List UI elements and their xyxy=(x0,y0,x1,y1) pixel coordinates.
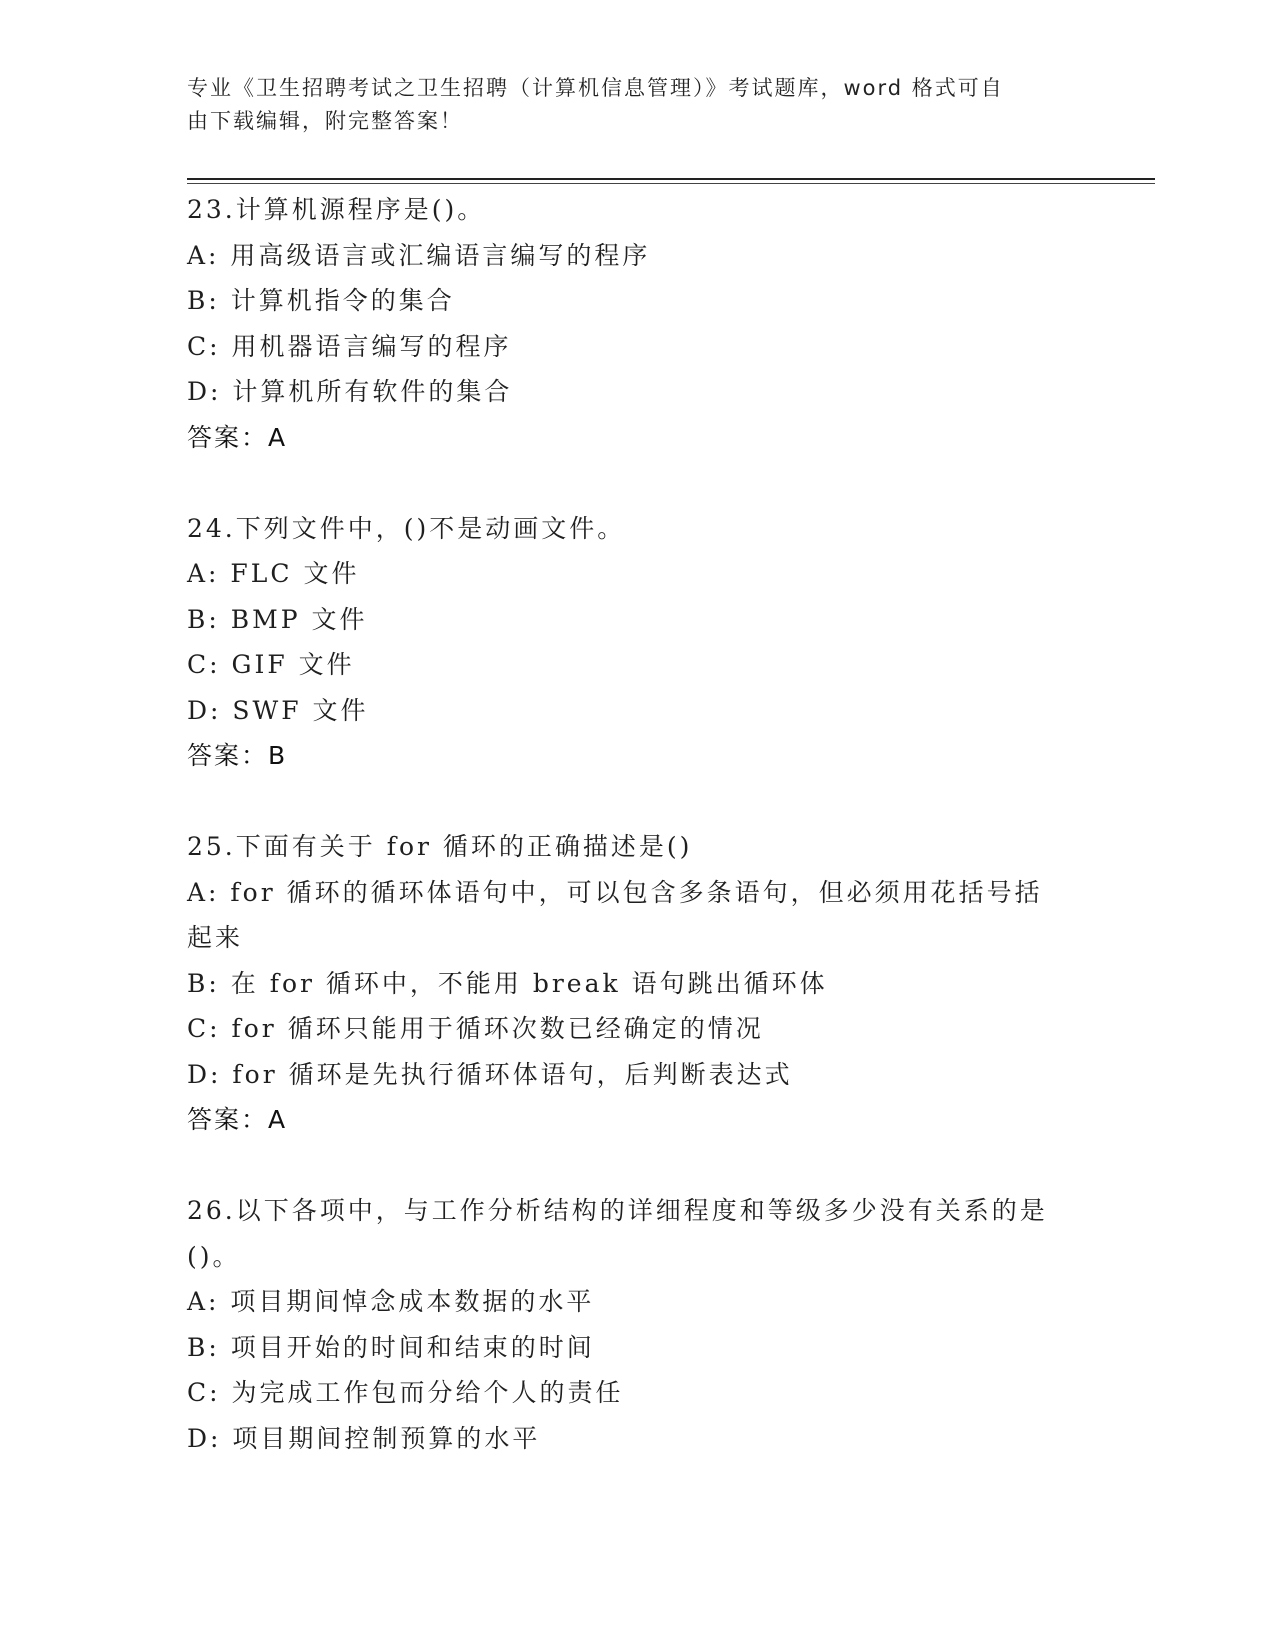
question-stem: 25.下面有关于 for 循环的正确描述是() xyxy=(187,832,693,861)
answer-option: A: FLC 文件 xyxy=(187,559,360,588)
question-block xyxy=(187,506,1087,779)
answer-option: 起来 xyxy=(187,923,244,952)
question-stem: 23.计算机源程序是()。 xyxy=(187,195,486,224)
answer-option: D: 项目期间控制预算的水平 xyxy=(187,1423,541,1453)
answer-option: D: 计算机所有软件的集合 xyxy=(187,377,513,406)
header-line-1: 专业《卫生招聘考试之卫生招聘（计算机信息管理）》考试题库，word 格式可自 xyxy=(187,76,1004,100)
answer-option: B: 在 for 循环中，不能用 break 语句跳出循环体 xyxy=(187,968,828,998)
header-line-2: 由下载编辑，附完整答案！ xyxy=(187,109,463,133)
question-block xyxy=(187,824,1087,1143)
answer-option: C: 用机器语言编写的程序 xyxy=(187,331,512,361)
question-block xyxy=(187,187,1087,460)
answer-option: A: 项目期间悼念成本数据的水平 xyxy=(187,1287,595,1316)
answer-option: D: SWF 文件 xyxy=(187,695,369,725)
answer-option: C: GIF 文件 xyxy=(187,650,355,679)
answer-option: C: 为完成工作包而分给个人的责任 xyxy=(187,1378,624,1407)
question-block xyxy=(187,1188,1087,1461)
answer-key: 答案：A xyxy=(187,422,288,452)
answer-option: B: BMP 文件 xyxy=(187,604,368,634)
answer-option: A: 用高级语言或汇编语言编写的程序 xyxy=(187,240,651,270)
question-spacer xyxy=(187,779,1087,825)
header-divider-thick xyxy=(187,178,1155,180)
question-spacer xyxy=(187,460,1087,506)
question-list xyxy=(187,187,1087,1461)
answer-option: D: for 循环是先执行循环体语句，后判断表达式 xyxy=(187,1059,793,1089)
question-spacer xyxy=(187,1143,1087,1189)
question-stem: 26.以下各项中，与工作分析结构的详细程度和等级多少没有关系的是 xyxy=(187,1196,1048,1225)
answer-option: B: 计算机指令的集合 xyxy=(187,286,455,315)
answer-key: 答案：A xyxy=(187,1105,288,1134)
document-header xyxy=(187,72,1067,138)
answer-option: B: 项目开始的时间和结束的时间 xyxy=(187,1332,595,1362)
header-divider-thin xyxy=(187,183,1155,184)
question-stem: ()。 xyxy=(187,1241,241,1271)
question-stem: 24.下列文件中，()不是动画文件。 xyxy=(187,513,626,543)
answer-option: A: for 循环的循环体语句中，可以包含多条语句，但必须用花括号括 xyxy=(187,877,1043,907)
answer-key: 答案：B xyxy=(187,741,288,770)
answer-option: C: for 循环只能用于循环次数已经确定的情况 xyxy=(187,1014,764,1043)
